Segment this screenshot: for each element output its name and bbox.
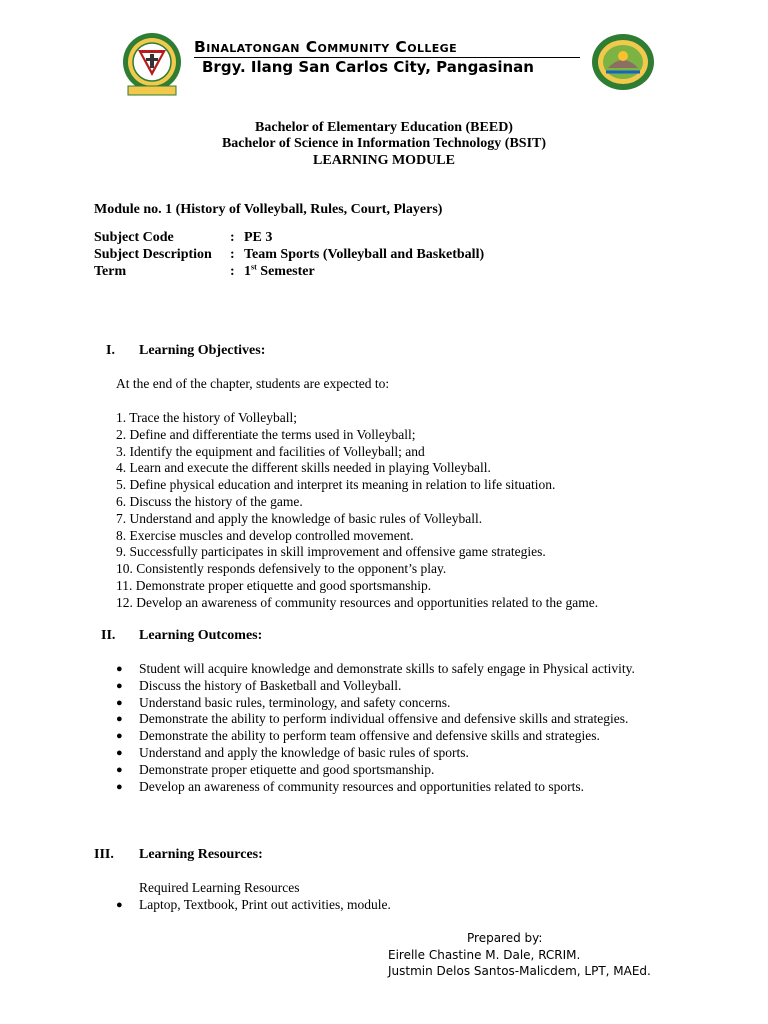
term-number: 1 xyxy=(244,264,251,279)
bullet-icon: ● xyxy=(116,899,123,911)
list-item-text: Laptop, Textbook, Print out activities, module. xyxy=(139,897,391,912)
program-title-bsit: Bachelor of Science in Information Technology (BSIT) xyxy=(221,136,547,151)
city-seal xyxy=(590,32,656,92)
list-item-text: Understand and apply the knowledge of basic rules of sports. xyxy=(139,744,469,760)
term-suffix: Semester xyxy=(256,264,315,279)
list-item xyxy=(116,661,674,678)
term-row xyxy=(94,264,315,280)
list-item xyxy=(116,745,674,762)
section-numeral: I. xyxy=(106,343,115,358)
list-item xyxy=(116,762,674,779)
college-name: Binalatongan Community College xyxy=(194,38,458,56)
list-item xyxy=(116,897,391,914)
prepared-by-label: Prepared by: xyxy=(467,931,543,945)
list-item-text: Develop an awareness of community resources and opportunities related to sports. xyxy=(139,778,584,794)
section-title-outcomes: Learning Outcomes: xyxy=(139,628,263,643)
subject-description-row xyxy=(94,247,484,263)
list-item: 12. Develop an awareness of community resources and opportunities related to the game. xyxy=(116,594,599,610)
list-item: 2. Define and differentiate the terms used in Volleyball; xyxy=(116,426,416,442)
bullet-icon: ● xyxy=(116,746,123,759)
list-item-text: Demonstrate the ability to perform team offensive and defensive skills and strategies. xyxy=(139,728,600,744)
list-item: 6. Discuss the history of the game. xyxy=(116,493,303,509)
resources-subtitle: Required Learning Resources xyxy=(139,880,300,895)
subject-description-value: Team Sports (Volleyball and Basketball) xyxy=(244,247,485,262)
list-item-text: Demonstrate proper etiquette and good sportsmanship. xyxy=(139,761,435,777)
bullet-icon: ● xyxy=(116,780,123,793)
list-item: 8. Exercise muscles and develop controlled movement. xyxy=(116,527,414,543)
term-label: Term xyxy=(94,264,127,279)
list-item: 5. Define physical education and interpret its meaning in relation to life situation. xyxy=(116,477,556,493)
section-numeral: II. xyxy=(101,628,116,643)
list-item: 10. Consistently responds defensively to the opponent’s play. xyxy=(116,561,447,577)
objectives-list xyxy=(116,410,598,612)
list-item: 3. Identify the equipment and facilities of Volleyball; and xyxy=(116,443,425,459)
list-item xyxy=(116,779,674,796)
bullet-icon: ● xyxy=(116,713,123,726)
bullet-icon: ● xyxy=(116,679,123,692)
preparer-name: Eirelle Chastine M. Dale, RCRIM. xyxy=(388,948,581,962)
module-title: Module no. 1 (History of Volleyball, Rules, Court, Players) xyxy=(94,202,443,217)
list-item: 7. Understand and apply the knowledge of basic rules of Volleyball. xyxy=(116,510,483,526)
list-item xyxy=(116,728,674,745)
section-title-objectives: Learning Objectives: xyxy=(139,343,266,358)
list-item-text: Student will acquire knowledge and demonstrate skills to safely engage in Physical activity. xyxy=(139,661,635,676)
document-title: LEARNING MODULE xyxy=(313,153,455,168)
college-address: Brgy. Ilang San Carlos City, Pangasinan xyxy=(202,58,534,76)
colon: : xyxy=(230,247,235,262)
college-logo xyxy=(118,30,186,98)
bullet-icon: ● xyxy=(116,730,123,743)
objectives-intro: At the end of the chapter, students are expected to: xyxy=(116,376,390,391)
list-item xyxy=(116,711,674,728)
program-title-beed: Bachelor of Elementary Education (BEED) xyxy=(255,120,513,135)
colon: : xyxy=(230,264,235,279)
bullet-icon: ● xyxy=(116,663,123,675)
colon: : xyxy=(230,230,235,245)
list-item: 1. Trace the history of Volleyball; xyxy=(116,410,297,425)
bullet-icon: ● xyxy=(116,763,123,776)
list-item xyxy=(116,678,674,695)
outcomes-list xyxy=(116,661,674,795)
bullet-icon: ● xyxy=(116,696,123,709)
section-numeral: III. xyxy=(94,847,114,862)
list-item: 9. Successfully participates in skill improvement and offensive game strategies. xyxy=(116,544,546,560)
list-item-text: Discuss the history of Basketball and Volleyball. xyxy=(139,677,402,693)
list-item-text: Understand basic rules, terminology, and safety concerns. xyxy=(139,694,451,710)
subject-description-label: Subject Description xyxy=(94,247,212,262)
term-ordinal: st xyxy=(251,262,257,272)
subject-code-label: Subject Code xyxy=(94,230,174,245)
subject-code-value: PE 3 xyxy=(244,230,273,245)
preparer-name: Justmin Delos Santos-Malicdem, LPT, MAEd. xyxy=(388,964,651,978)
subject-code-row xyxy=(94,230,272,246)
section-title-resources: Learning Resources: xyxy=(139,847,263,862)
list-item: 11. Demonstrate proper etiquette and good sportsmanship. xyxy=(116,577,432,593)
list-item-text: Demonstrate the ability to perform individual offensive and defensive skills and strategies. xyxy=(139,711,629,727)
list-item xyxy=(116,695,674,712)
list-item: 4. Learn and execute the different skills needed in playing Volleyball. xyxy=(116,460,491,476)
